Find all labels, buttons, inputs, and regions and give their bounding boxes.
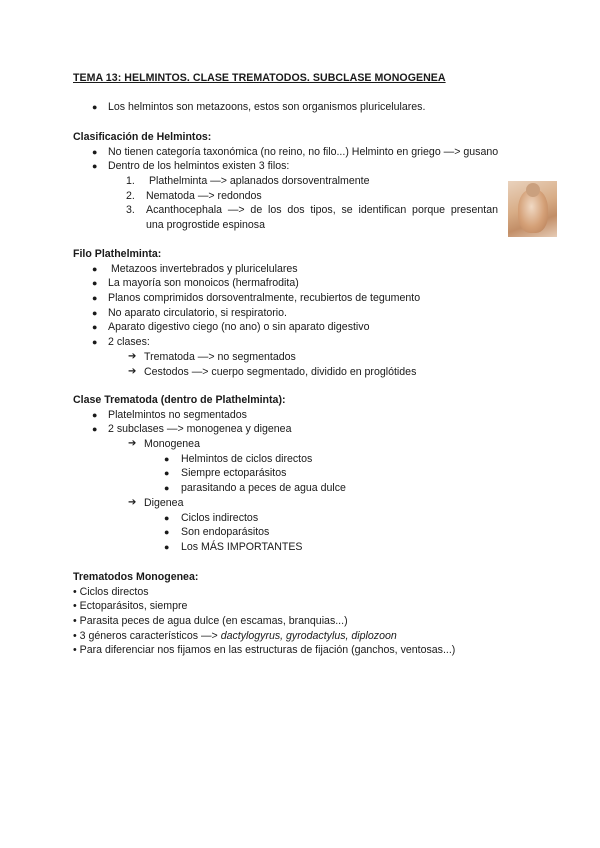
bullet: ● (164, 512, 170, 523)
section-heading: Trematodos Monogenea: (73, 571, 199, 583)
bullet: ● (164, 468, 170, 479)
item-text: 3 géneros característicos —> (79, 629, 221, 642)
list-item-text: Helmintos de ciclos directos (181, 452, 313, 465)
section-heading: Clasificación de Helmintos: (73, 131, 212, 143)
list-item (0, 481, 600, 496)
document-title: TEMA 13: HELMINTOS. CLASE TREMATODOS. SUBCLASE MONOGENEA (73, 72, 446, 84)
list-item (0, 262, 600, 277)
list-item-text: Platelmintos no segmentados (108, 408, 247, 421)
arrow-item (0, 437, 600, 452)
list-item (0, 525, 600, 540)
item-text: Ectoparásitos, siempre (79, 600, 188, 613)
list-item (0, 408, 600, 423)
arrow-item-text: Trematoda —> no segmentados (144, 350, 296, 363)
item-number: 3. (126, 204, 135, 217)
bullet: ● (164, 453, 170, 464)
list-item-text: • Para diferenciar nos fijamos en las estructuras de fijación (ganchos, ventosas...) (73, 644, 456, 657)
list-item-text: Aparato digestivo ciego (no ano) o sin aparato digestivo (108, 321, 370, 334)
item-text: Parasita peces de agua dulce (en escamas, branquias...) (79, 615, 348, 628)
bullet: ● (92, 293, 98, 304)
list-item (0, 159, 600, 174)
bullet: ● (92, 263, 98, 274)
list-item-text: Dentro de los helmintos existen 3 filos: (108, 160, 290, 173)
list-item-text: No aparato circulatorio, si respiratorio. (108, 306, 287, 319)
monogenea-section (0, 570, 600, 658)
bullet: ● (92, 278, 98, 289)
list-item (0, 599, 600, 614)
bullet: ● (92, 146, 98, 157)
list-item (0, 540, 600, 555)
plathelminta-section (0, 247, 600, 379)
trematoda-section (0, 393, 600, 555)
arrow-item (0, 365, 600, 380)
item-number: 2. (126, 189, 135, 202)
genera-names: dactylogyrus, gyrodactylus, diplozoon (220, 629, 397, 642)
arrow-icon: ➔ (128, 496, 137, 508)
list-item-text: Siempre ectoparásitos (181, 467, 287, 480)
bullet: ● (92, 161, 98, 172)
list-item (0, 511, 600, 526)
list-item (0, 276, 600, 291)
numbered-item-text: Plathelminta —> aplanados dorsoventralmente (146, 175, 370, 188)
list-item (0, 643, 600, 658)
list-item-text: Son endoparásitos (181, 526, 270, 539)
arrow-icon: ➔ (128, 365, 137, 377)
arrow-icon: ➔ (128, 350, 137, 362)
helminth-photo (508, 181, 557, 237)
photo-subject-head (526, 183, 540, 197)
intro-section (0, 100, 600, 115)
section-heading: Clase Trematoda (dentro de Plathelminta): (73, 394, 286, 406)
subclass-name: Digenea (144, 496, 184, 509)
numbered-item-text: Nematoda —> redondos (146, 189, 262, 202)
bullet: ● (164, 527, 170, 538)
arrow-item (0, 350, 600, 365)
list-item (0, 466, 600, 481)
bullet: ● (164, 483, 170, 494)
list-item-text: Los MÁS IMPORTANTES (181, 540, 303, 553)
list-item-text: Ciclos indirectos (181, 511, 259, 524)
list-item-text: No tienen categoría taxonómica (no reino, no filo...) Helminto en griego —> gusano (108, 145, 499, 158)
list-item-text: 2 clases: (108, 336, 150, 349)
list-item (0, 452, 600, 467)
bullet: ● (92, 409, 98, 420)
item-number: 1. (126, 175, 135, 188)
list-item (0, 320, 600, 335)
item-text: Ciclos directos (79, 585, 149, 598)
numbered-item-text: Acanthocephala —> de los dos tipos, se identifican porque presentan (146, 204, 498, 217)
list-item (0, 100, 600, 115)
arrow-icon: ➔ (128, 438, 137, 450)
list-item (0, 614, 600, 629)
bullet: ● (92, 102, 98, 112)
bullet: ● (92, 322, 98, 333)
list-item-text: La mayoría son monoicos (hermafrodita) (108, 277, 299, 290)
arrow-item-text: Cestodos —> cuerpo segmentado, dividido en proglótides (144, 365, 417, 378)
list-item-text: 2 subclases —> monogenea y digenea (108, 423, 292, 436)
list-item (0, 629, 600, 644)
list-item (0, 306, 600, 321)
numbered-item-text: una progrostide espinosa (146, 219, 265, 232)
intro-text: Los helmintos son metazoons, estos son organismos pluricelulares. (108, 101, 426, 113)
bullet: ● (164, 541, 170, 552)
list-item (0, 291, 600, 306)
list-item (0, 585, 600, 600)
list-item-text: parasitando a peces de agua dulce (181, 482, 346, 495)
subclass-name: Monogenea (144, 438, 200, 451)
list-item-text: Planos comprimidos dorsoventralmente, recubiertos de tegumento (108, 292, 421, 305)
bullet: ● (92, 424, 98, 435)
list-item (0, 145, 600, 160)
list-item-text: • Parasita peces de agua dulce (en escamas, branquias...) (73, 615, 348, 628)
arrow-item (0, 496, 600, 511)
list-item-text: • Ectoparásitos, siempre (73, 600, 188, 613)
bullet: ● (92, 307, 98, 318)
section-heading: Filo Plathelminta: (73, 248, 162, 260)
list-item-text: • Ciclos directos (73, 585, 149, 598)
list-item-text: • 3 géneros característicos —> dactylogyrus, gyrodactylus, diplozoon (73, 629, 397, 642)
item-text: Para diferenciar nos fijamos en las estructuras de fijación (ganchos, ventosas...) (79, 644, 456, 657)
list-item (0, 335, 600, 350)
bullet: ● (92, 337, 98, 348)
list-item (0, 422, 600, 437)
list-item-text: Metazoos invertebrados y pluricelulares (108, 262, 298, 275)
